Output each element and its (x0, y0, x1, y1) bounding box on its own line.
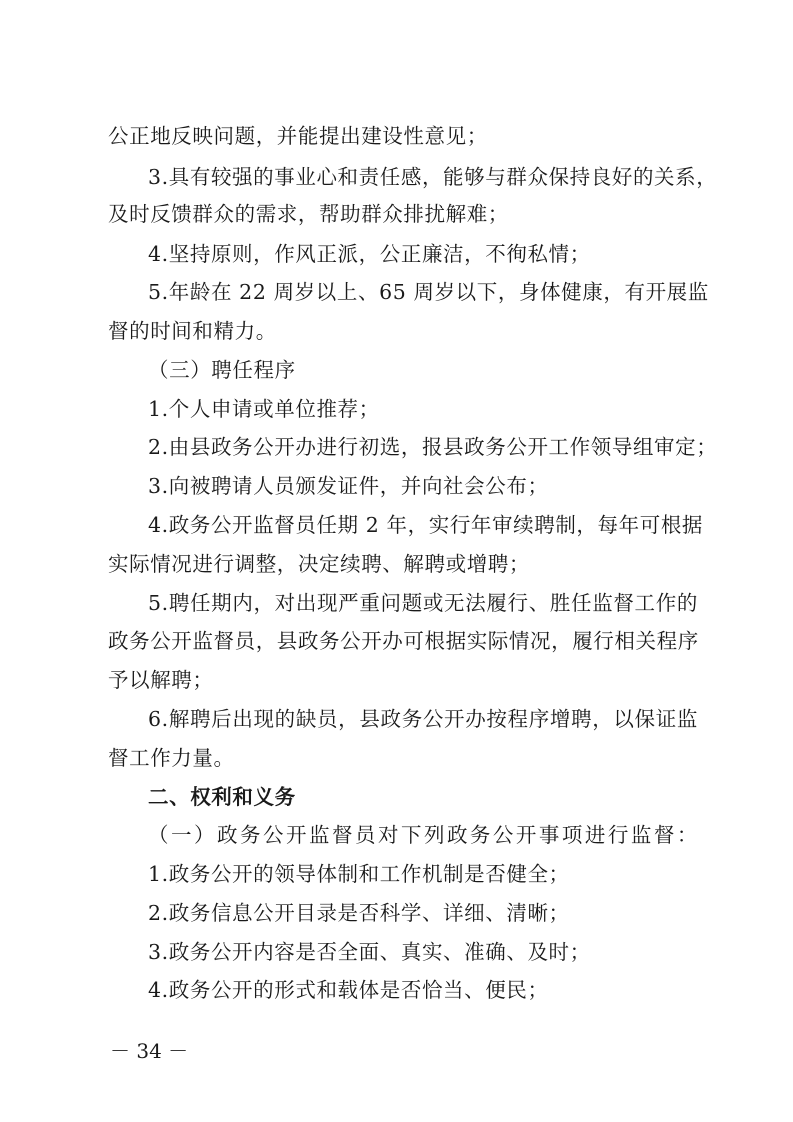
text-line: 公正地反映问题，并能提出建设性意见； (108, 124, 488, 148)
text-line: 督工作力量。 (108, 746, 235, 770)
text-line: 5.年龄在 22 周岁以上、65 周岁以下，身体健康，有开展监 (148, 280, 709, 304)
text-line: 3.政务公开内容是否全面、真实、准确、及时； (148, 940, 591, 964)
text-line: 予以解聘； (108, 668, 214, 692)
text-line: 4.政务公开的形式和载体是否恰当、便民； (148, 978, 549, 1002)
section-heading: 二、权利和义务 (148, 785, 296, 809)
text-line: 1.个人申请或单位推荐； (148, 397, 380, 421)
text-line: 及时反馈群众的需求，帮助群众排扰解难； (108, 202, 509, 226)
text-line: 6.解聘后出现的缺员，县政务公开办按程序增聘，以保证监 (148, 707, 698, 731)
text-line: 5.聘任期内，对出现严重问题或无法履行、胜任监督工作的 (148, 591, 698, 615)
text-line: 1.政务公开的领导体制和工作机制是否健全； (148, 862, 570, 886)
text-line: 实际情况进行调整，决定续聘、解聘或增聘； (108, 552, 530, 576)
text-line: 2.由县政务公开办进行初选，报县政务公开工作领导组审定； (148, 435, 718, 459)
text-line: 4.坚持原则，作风正派，公正廉洁，不徇私情； (148, 242, 591, 266)
text-line: 3.具有较强的事业心和责任感，能够与群众保持良好的关系， (148, 165, 718, 189)
text-line: 督的时间和精力。 (108, 319, 277, 343)
text-line: 2.政务信息公开目录是否科学、详细、清晰； (148, 901, 570, 925)
text-line: 政务公开监督员，县政务公开办可根据实际情况，履行相关程序 (108, 629, 699, 653)
section-subheading: （三）聘任程序 (148, 358, 296, 382)
text-line: 4.政务公开监督员任期 2 年，实行年审续聘制，每年可根据 (148, 513, 704, 537)
text-line: 3.向被聘请人员颁发证件，并向社会公布； (148, 474, 549, 498)
section-subheading: （一）政务公开监督员对下列政务公开事项进行监督： (148, 823, 698, 847)
page-number: － 34 － (110, 1039, 189, 1063)
